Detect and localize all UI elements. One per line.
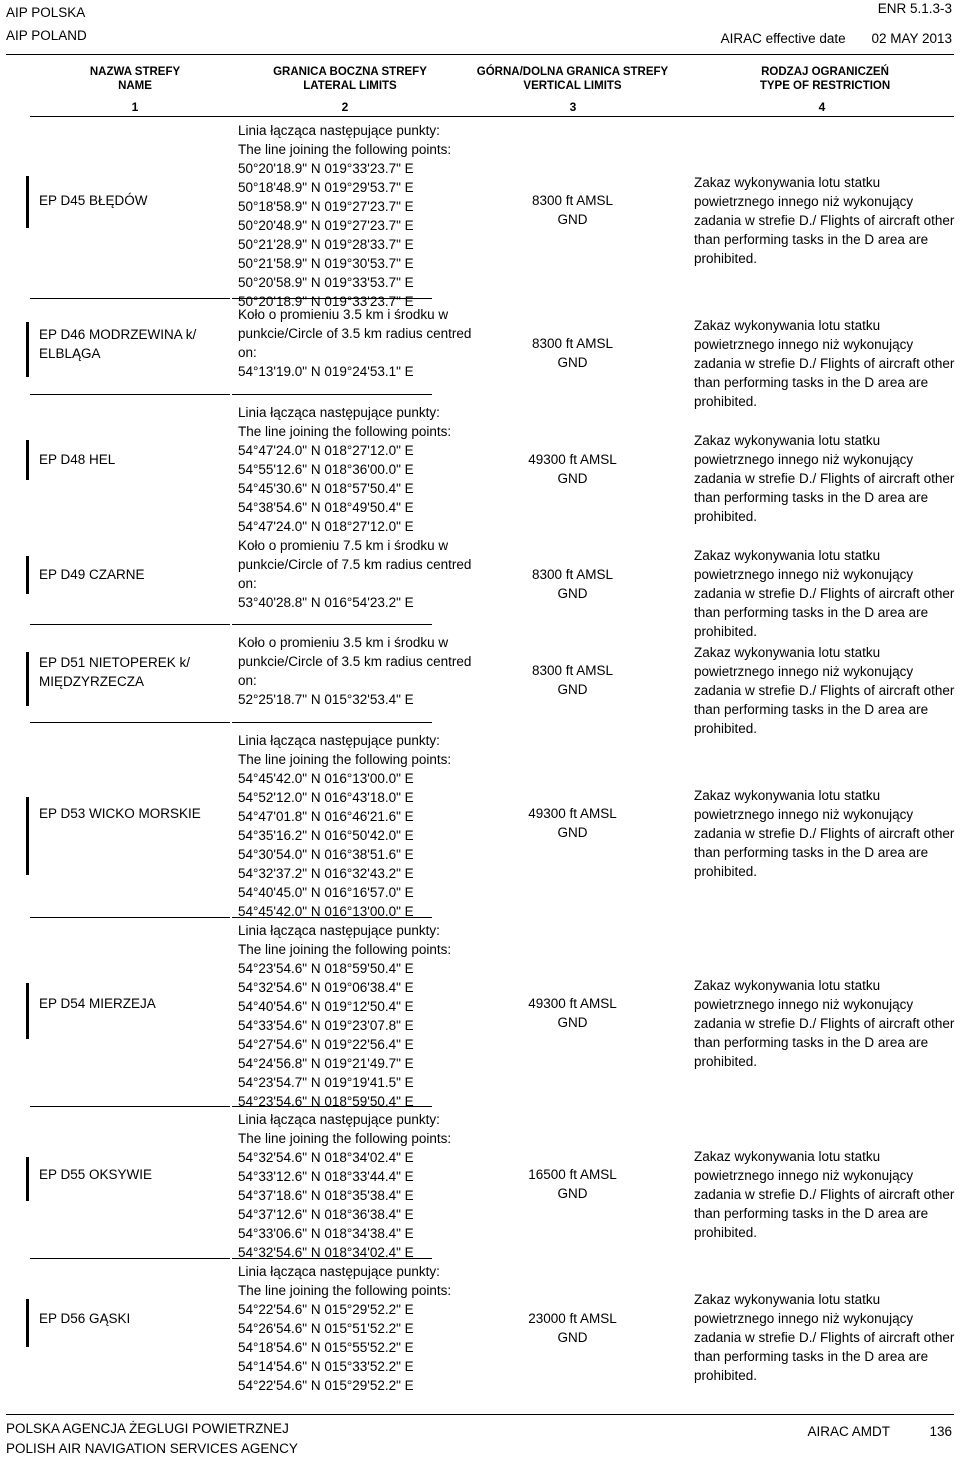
- lower-limit: GND: [557, 586, 588, 601]
- vertical-limits: [470, 334, 675, 372]
- lateral-line: 54°18'54.6" N 015°55'52.2" E: [238, 1340, 414, 1355]
- effective-date: 02 MAY 2013: [871, 31, 952, 46]
- table-top-rule: [30, 116, 954, 117]
- lateral-limits: [238, 633, 473, 709]
- lower-limit: GND: [557, 1330, 588, 1345]
- col-header-lateral-en: LATERAL LIMITS: [303, 80, 397, 92]
- publisher-pl: POLSKA AGENCJA ŻEGLUGI POWIETRZNEJ: [6, 1421, 289, 1436]
- vertical-limits: [470, 661, 675, 699]
- lateral-line: The line joining the following points:: [238, 142, 452, 157]
- row-separator: [30, 917, 230, 918]
- lateral-line: 50°18'58.9" N 019°27'23.7" E: [238, 199, 414, 214]
- lateral-line: 54°52'12.0" N 016°43'18.0" E: [238, 790, 414, 805]
- lateral-line: 53°40'28.8" N 016°54'23.2" E: [238, 595, 414, 610]
- lateral-limits: [238, 1262, 473, 1395]
- area-name: EP D45 BŁĘDÓW: [39, 193, 148, 208]
- lateral-line: on:: [238, 576, 257, 591]
- lateral-limits: [238, 305, 473, 381]
- lateral-line: 54°37'12.6" N 018°36'38.4" E: [238, 1207, 414, 1222]
- area-name: EP D53 WICKO MORSKIE: [39, 806, 201, 821]
- lateral-line: The line joining the following points:: [238, 752, 452, 767]
- col-header-lateral-pl: GRANICA BOCZNA STREFY: [273, 66, 427, 78]
- col-header-vertical-pl: GÓRNA/DOLNA GRANICA STREFY: [476, 66, 669, 78]
- row-separator: [232, 394, 432, 395]
- lateral-line: Linia łącząca następujące punkty:: [238, 923, 440, 938]
- upper-limit: 16500 ft AMSL: [528, 1167, 617, 1182]
- lateral-line: 54°32'54.6" N 018°34'02.4" E: [238, 1245, 414, 1260]
- upper-limit: 8300 ft AMSL: [531, 336, 614, 351]
- lateral-line: 50°21'58.9" N 019°30'53.7" E: [238, 256, 414, 271]
- vertical-limits: [470, 191, 675, 229]
- vertical-limits: [470, 1165, 675, 1203]
- upper-limit: 49300 ft AMSL: [528, 806, 617, 821]
- lateral-line: 54°40'54.6" N 019°12'50.4" E: [238, 999, 414, 1014]
- lateral-line: Koło o promieniu 7.5 km i środku w: [238, 538, 449, 553]
- lateral-line: 52°25'18.7" N 015°32'53.4" E: [238, 692, 414, 707]
- row-separator: [232, 624, 432, 625]
- lateral-line: 50°21'28.9" N 019°28'33.7" E: [238, 237, 414, 252]
- lateral-line: 54°33'06.6" N 018°34'38.4" E: [238, 1226, 414, 1241]
- restriction-text: Zakaz wykonywania lotu statku powietrznego innego niż wykonujący zadania w strefie D./ Flights of aircraft other than performing tasks in the D area are prohibited.: [694, 433, 955, 524]
- lateral-line: 54°45'42.0" N 016°13'00.0" E: [238, 904, 414, 919]
- lateral-line: 54°32'54.6" N 018°34'02.4" E: [238, 1150, 414, 1165]
- lateral-line: 54°23'54.6" N 018°59'50.4" E: [238, 1094, 414, 1109]
- restriction-text: Zakaz wykonywania lotu statku powietrznego innego niż wykonujący zadania w strefie D./ Flights of aircraft other than performing tasks in the D area are prohibited.: [694, 788, 955, 879]
- lateral-line: 54°14'54.6" N 015°33'52.2" E: [238, 1359, 414, 1374]
- lateral-line: 54°45'30.6" N 018°57'50.4" E: [238, 481, 414, 496]
- restriction-text: Zakaz wykonywania lotu statku powietrznego innego niż wykonujący zadania w strefie D./ Flights of aircraft other than performing tasks in the D area are prohibited.: [694, 1292, 955, 1383]
- restriction-text: Zakaz wykonywania lotu statku powietrznego innego niż wykonujący zadania w strefie D./ Flights of aircraft other than performing tasks in the D area are prohibited.: [694, 645, 955, 736]
- col-header-name-pl: NAZWA STREFY: [89, 66, 181, 78]
- change-bar: [26, 556, 29, 594]
- vertical-limits: [470, 1309, 675, 1347]
- lateral-line: The line joining the following points:: [238, 1283, 452, 1298]
- restriction-text: Zakaz wykonywania lotu statku powietrznego innego niż wykonujący zadania w strefie D./ Flights of aircraft other than performing tasks in the D area are prohibited.: [694, 548, 955, 639]
- lateral-line: 54°22'54.6" N 015°29'52.2" E: [238, 1378, 414, 1393]
- lateral-line: Linia łącząca następujące punkty:: [238, 733, 440, 748]
- lateral-line: The line joining the following points:: [238, 942, 452, 957]
- lateral-line: 50°18'48.9" N 019°29'53.7" E: [238, 180, 414, 195]
- lateral-line: Koło o promieniu 3.5 km i środku w: [238, 635, 449, 650]
- col-number-3: 3: [569, 100, 577, 114]
- publication-name-en: AIP POLAND: [6, 28, 87, 43]
- effective-date-label: AIRAC effective date: [720, 31, 846, 46]
- change-bar: [26, 1157, 29, 1201]
- lateral-line: 54°40'45.0" N 016°16'57.0" E: [238, 885, 414, 900]
- lower-limit: GND: [557, 355, 588, 370]
- col-header-restriction: [745, 65, 905, 93]
- lateral-line: 50°20'58.9" N 019°33'53.7" E: [238, 275, 414, 290]
- lateral-line: 54°47'24.0" N 018°27'12.0" E: [238, 519, 414, 534]
- change-bar: [26, 322, 29, 377]
- lateral-line: punkcie/Circle of 3.5 km radius centred: [238, 654, 472, 669]
- lateral-line: punkcie/Circle of 3.5 km radius centred: [238, 326, 472, 341]
- lateral-line: 54°13'19.0" N 019°24'53.1" E: [238, 364, 414, 379]
- amendment-block: [807, 1424, 952, 1439]
- restriction-text: Zakaz wykonywania lotu statku powietrznego innego niż wykonujący zadania w strefie D./ Flights of aircraft other than performing tasks in the D area are prohibited.: [694, 1149, 955, 1240]
- upper-limit: 8300 ft AMSL: [531, 193, 614, 208]
- lateral-line: 54°47'24.0" N 018°27'12.0" E: [238, 443, 414, 458]
- col-header-name-en: NAME: [118, 80, 152, 92]
- upper-limit: 49300 ft AMSL: [528, 452, 617, 467]
- col-header-name: [60, 65, 210, 93]
- lower-limit: GND: [557, 682, 588, 697]
- vertical-limits: [470, 565, 675, 603]
- lateral-limits: [238, 536, 473, 612]
- lateral-line: 54°32'37.2" N 016°32'43.2" E: [238, 866, 414, 881]
- lower-limit: GND: [557, 1015, 588, 1030]
- restriction-text: Zakaz wykonywania lotu statku powietrznego innego niż wykonujący zadania w strefie D./ Flights of aircraft other than performing tasks in the D area are prohibited.: [694, 175, 955, 266]
- lateral-line: Linia łącząca następujące punkty:: [238, 1264, 440, 1279]
- col-header-restriction-en: TYPE OF RESTRICTION: [759, 80, 891, 92]
- amendment-number: 136: [929, 1424, 952, 1439]
- lateral-line: 50°20'48.9" N 019°27'23.7" E: [238, 218, 414, 233]
- lateral-line: 54°27'54.6" N 019°22'56.4" E: [238, 1037, 414, 1052]
- lateral-line: 54°33'54.6" N 019°23'07.8" E: [238, 1018, 414, 1033]
- lateral-line: Linia łącząca następujące punkty:: [238, 405, 440, 420]
- area-name: EP D56 GĄSKI: [39, 1311, 131, 1326]
- change-bar: [26, 983, 29, 1039]
- lateral-limits: [238, 403, 473, 536]
- lateral-line: The line joining the following points:: [238, 424, 452, 439]
- lateral-limits: [238, 1110, 473, 1262]
- lateral-line: 54°23'54.6" N 018°59'50.4" E: [238, 961, 414, 976]
- col-number-1: 1: [131, 100, 139, 114]
- lateral-line: 54°37'18.6" N 018°35'38.4" E: [238, 1188, 414, 1203]
- col-number-4: 4: [818, 100, 826, 114]
- lateral-line: 50°20'18.9" N 019°33'23.7" E: [238, 161, 414, 176]
- vertical-limits: [470, 804, 675, 842]
- col-number-2: 2: [341, 100, 349, 114]
- row-separator: [30, 624, 230, 625]
- effective-date-block: [721, 31, 952, 46]
- row-separator: [30, 1106, 230, 1107]
- lower-limit: GND: [557, 471, 588, 486]
- lateral-limits: [238, 121, 473, 311]
- lateral-line: 54°55'12.6" N 018°36'00.0" E: [238, 462, 414, 477]
- lateral-line: punkcie/Circle of 7.5 km radius centred: [238, 557, 472, 572]
- lateral-line: 50°20'18.9" N 019°33'23.7" E: [238, 294, 414, 309]
- row-separator: [30, 722, 230, 723]
- lateral-line: The line joining the following points:: [238, 1131, 452, 1146]
- change-bar: [26, 797, 29, 875]
- footer-rule: [6, 1414, 954, 1415]
- lateral-line: 54°32'54.6" N 019°06'38.4" E: [238, 980, 414, 995]
- area-name: EP D48 HEL: [39, 452, 116, 467]
- area-name: EP D46 MODRZEWINA k/ ELBLĄGA: [39, 327, 197, 361]
- col-header-restriction-pl: RODZAJ OGRANICZEŃ: [761, 66, 889, 78]
- lateral-line: 54°30'54.0" N 016°38'51.6" E: [238, 847, 414, 862]
- lateral-line: Linia łącząca następujące punkty:: [238, 123, 440, 138]
- upper-limit: 8300 ft AMSL: [531, 663, 614, 678]
- lateral-line: 54°33'12.6" N 018°33'44.4" E: [238, 1169, 414, 1184]
- lateral-limits: [238, 921, 473, 1111]
- row-separator: [30, 298, 230, 299]
- area-name: EP D49 CZARNE: [39, 567, 145, 582]
- lateral-line: 54°22'54.6" N 015°29'52.2" E: [238, 1302, 414, 1317]
- row-separator: [30, 1258, 230, 1259]
- lower-limit: GND: [557, 825, 588, 840]
- col-header-vertical: [470, 65, 675, 93]
- upper-limit: 49300 ft AMSL: [528, 996, 617, 1011]
- lateral-line: 54°35'16.2" N 016°50'42.0" E: [238, 828, 414, 843]
- lateral-line: 54°24'56.8" N 019°21'49.7" E: [238, 1056, 414, 1071]
- lower-limit: GND: [557, 212, 588, 227]
- header-rule: [6, 54, 954, 55]
- lateral-line: 54°38'54.6" N 018°49'50.4" E: [238, 500, 414, 515]
- lateral-line: on:: [238, 345, 257, 360]
- area-name: EP D55 OKSYWIE: [39, 1167, 153, 1182]
- lateral-line: Linia łącząca następujące punkty:: [238, 1112, 440, 1127]
- row-separator: [232, 722, 432, 723]
- lateral-line: 54°47'01.8" N 016°46'21.6" E: [238, 809, 414, 824]
- lateral-line: on:: [238, 673, 257, 688]
- amendment-label: AIRAC AMDT: [807, 1424, 890, 1439]
- publication-name-pl: AIP POLSKA: [6, 5, 86, 20]
- vertical-limits: [470, 450, 675, 488]
- change-bar: [26, 652, 29, 706]
- publication-header: [6, 1, 87, 47]
- lateral-limits: [238, 731, 473, 921]
- col-header-lateral: [245, 65, 455, 93]
- lateral-line: 54°26'54.6" N 015°51'52.2" E: [238, 1321, 414, 1336]
- lateral-line: 54°45'42.0" N 016°13'00.0" E: [238, 771, 414, 786]
- publisher-en: POLISH AIR NAVIGATION SERVICES AGENCY: [6, 1441, 298, 1456]
- area-name: EP D51 NIETOPEREK k/ MIĘDZYRZECZA: [39, 655, 191, 689]
- vertical-limits: [470, 994, 675, 1032]
- col-header-vertical-en: VERTICAL LIMITS: [523, 80, 622, 92]
- page-code: ENR 5.1.3-3: [877, 1, 952, 16]
- restriction-text: Zakaz wykonywania lotu statku powietrznego innego niż wykonujący zadania w strefie D./ Flights of aircraft other than performing tasks in the D area are prohibited.: [694, 978, 955, 1069]
- restriction-text: Zakaz wykonywania lotu statku powietrznego innego niż wykonujący zadania w strefie D./ Flights of aircraft other than performing tasks in the D area are prohibited.: [694, 318, 955, 409]
- lateral-line: Koło o promieniu 3.5 km i środku w: [238, 307, 449, 322]
- lower-limit: GND: [557, 1186, 588, 1201]
- upper-limit: 8300 ft AMSL: [531, 567, 614, 582]
- change-bar: [26, 440, 29, 480]
- change-bar: [26, 1299, 29, 1347]
- publisher: [6, 1419, 298, 1459]
- upper-limit: 23000 ft AMSL: [528, 1311, 617, 1326]
- change-bar: [26, 176, 29, 228]
- row-separator: [30, 394, 230, 395]
- area-name: EP D54 MIERZEJA: [39, 996, 156, 1011]
- lateral-line: 54°23'54.7" N 019°19'41.5" E: [238, 1075, 414, 1090]
